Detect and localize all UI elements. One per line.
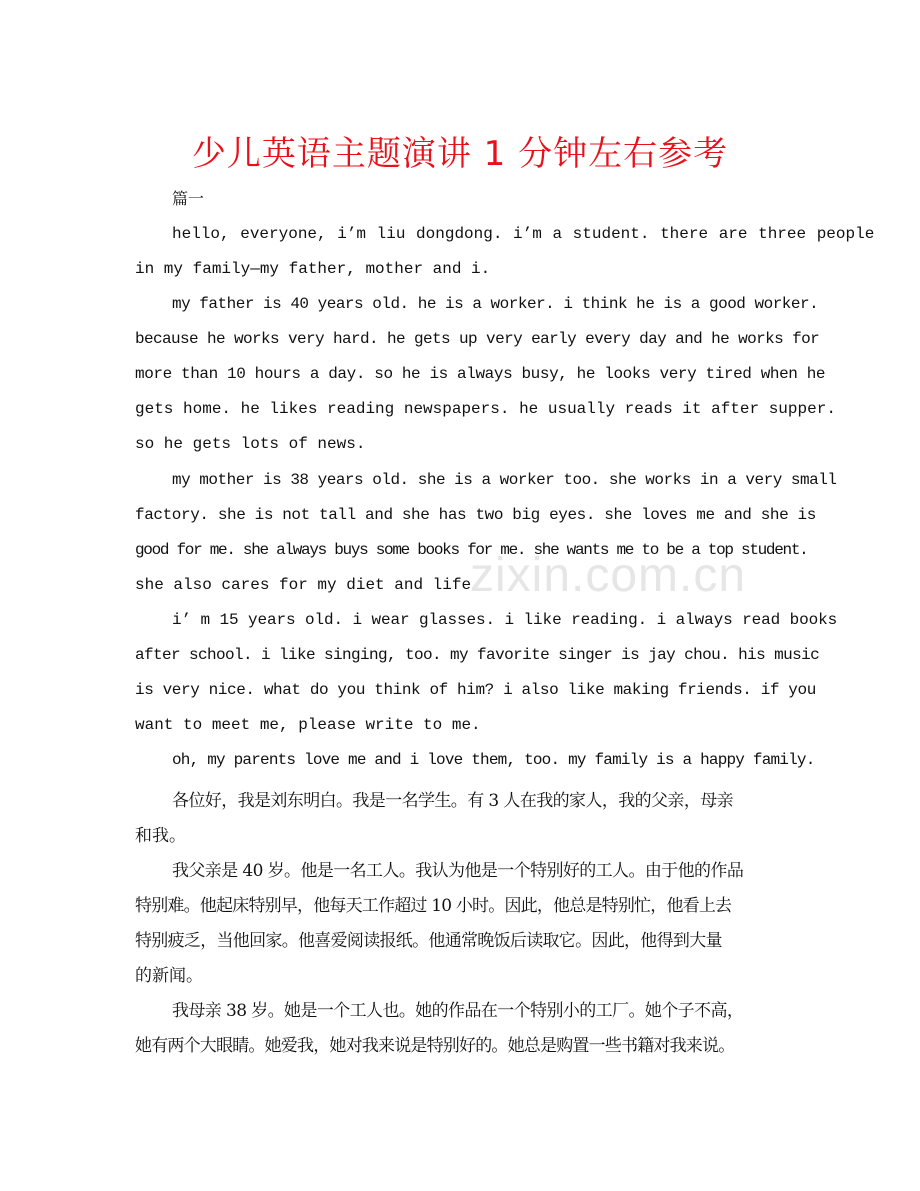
english-line: my mother is 38 years old. she is a worker too. she works in a very small bbox=[172, 471, 837, 489]
chinese-line: 特别难。他起床特别早，他每天工作超过 10 小时。因此，他总是特别忙，他看上去 bbox=[135, 896, 732, 916]
chinese-line: 我母亲 38 岁。她是一个工人也。她的作品在一个特别小的工厂。她个子不高， bbox=[172, 1001, 744, 1021]
chinese-line: 特别疲乏，当他回家。他喜爱阅读报纸。他通常晚饭后读取它。因此，他得到大量 bbox=[135, 931, 722, 951]
chinese-line: 各位好，我是刘东明白。我是一名学生。有 3 人在我的家人，我的父亲，母亲 bbox=[172, 791, 734, 811]
english-line: gets home. he likes reading newspapers. he usually reads it after supper. bbox=[135, 400, 836, 418]
chinese-line: 的新闻。 bbox=[135, 966, 203, 986]
english-line: so he gets lots of news. bbox=[135, 435, 366, 453]
english-line: factory. she is not tall and she has two big eyes. she loves me and she is bbox=[135, 506, 816, 524]
english-line: hello, everyone, i’m liu dongdong. i’m a student. there are three people bbox=[172, 225, 875, 243]
english-line: after school. i like singing, too. my favorite singer is jay chou. his music bbox=[135, 646, 820, 664]
document-title: 少儿英语主题演讲 1 分钟左右参考 bbox=[191, 134, 729, 174]
english-line: oh, my parents love me and i love them, too. my family is a happy family. bbox=[172, 751, 815, 769]
chinese-line: 和我。 bbox=[135, 826, 186, 846]
section-label: 篇一 bbox=[172, 189, 205, 208]
chinese-line: 她有两个大眼睛。她爱我，她对我来说是特别好的。她总是购置一些书籍对我来说。 bbox=[135, 1036, 735, 1056]
english-line: good for me. she always buys some books for me. she wants me to be a top student. bbox=[135, 541, 808, 559]
watermark: zixin.com.cn bbox=[470, 549, 747, 602]
english-line: i’ m 15 years old. i wear glasses. i like reading. i always read books bbox=[172, 611, 838, 629]
english-line: because he works very hard. he gets up very early every day and he works for bbox=[135, 330, 820, 348]
english-line: is very nice. what do you think of him? i also like making friends. if you bbox=[135, 681, 816, 699]
english-line: she also cares for my diet and life. bbox=[135, 576, 481, 594]
english-line: in my family—my father, mother and i. bbox=[135, 260, 491, 278]
chinese-line: 我父亲是 40 岁。他是一名工人。我认为他是一个特别好的工人。由于他的作品 bbox=[172, 861, 744, 881]
english-line: more than 10 hours a day. so he is always busy, he looks very tired when he bbox=[135, 365, 826, 383]
english-line: my father is 40 years old. he is a worker. i think he is a good worker. bbox=[172, 295, 819, 313]
english-line: want to meet me, please write to me. bbox=[135, 716, 481, 734]
